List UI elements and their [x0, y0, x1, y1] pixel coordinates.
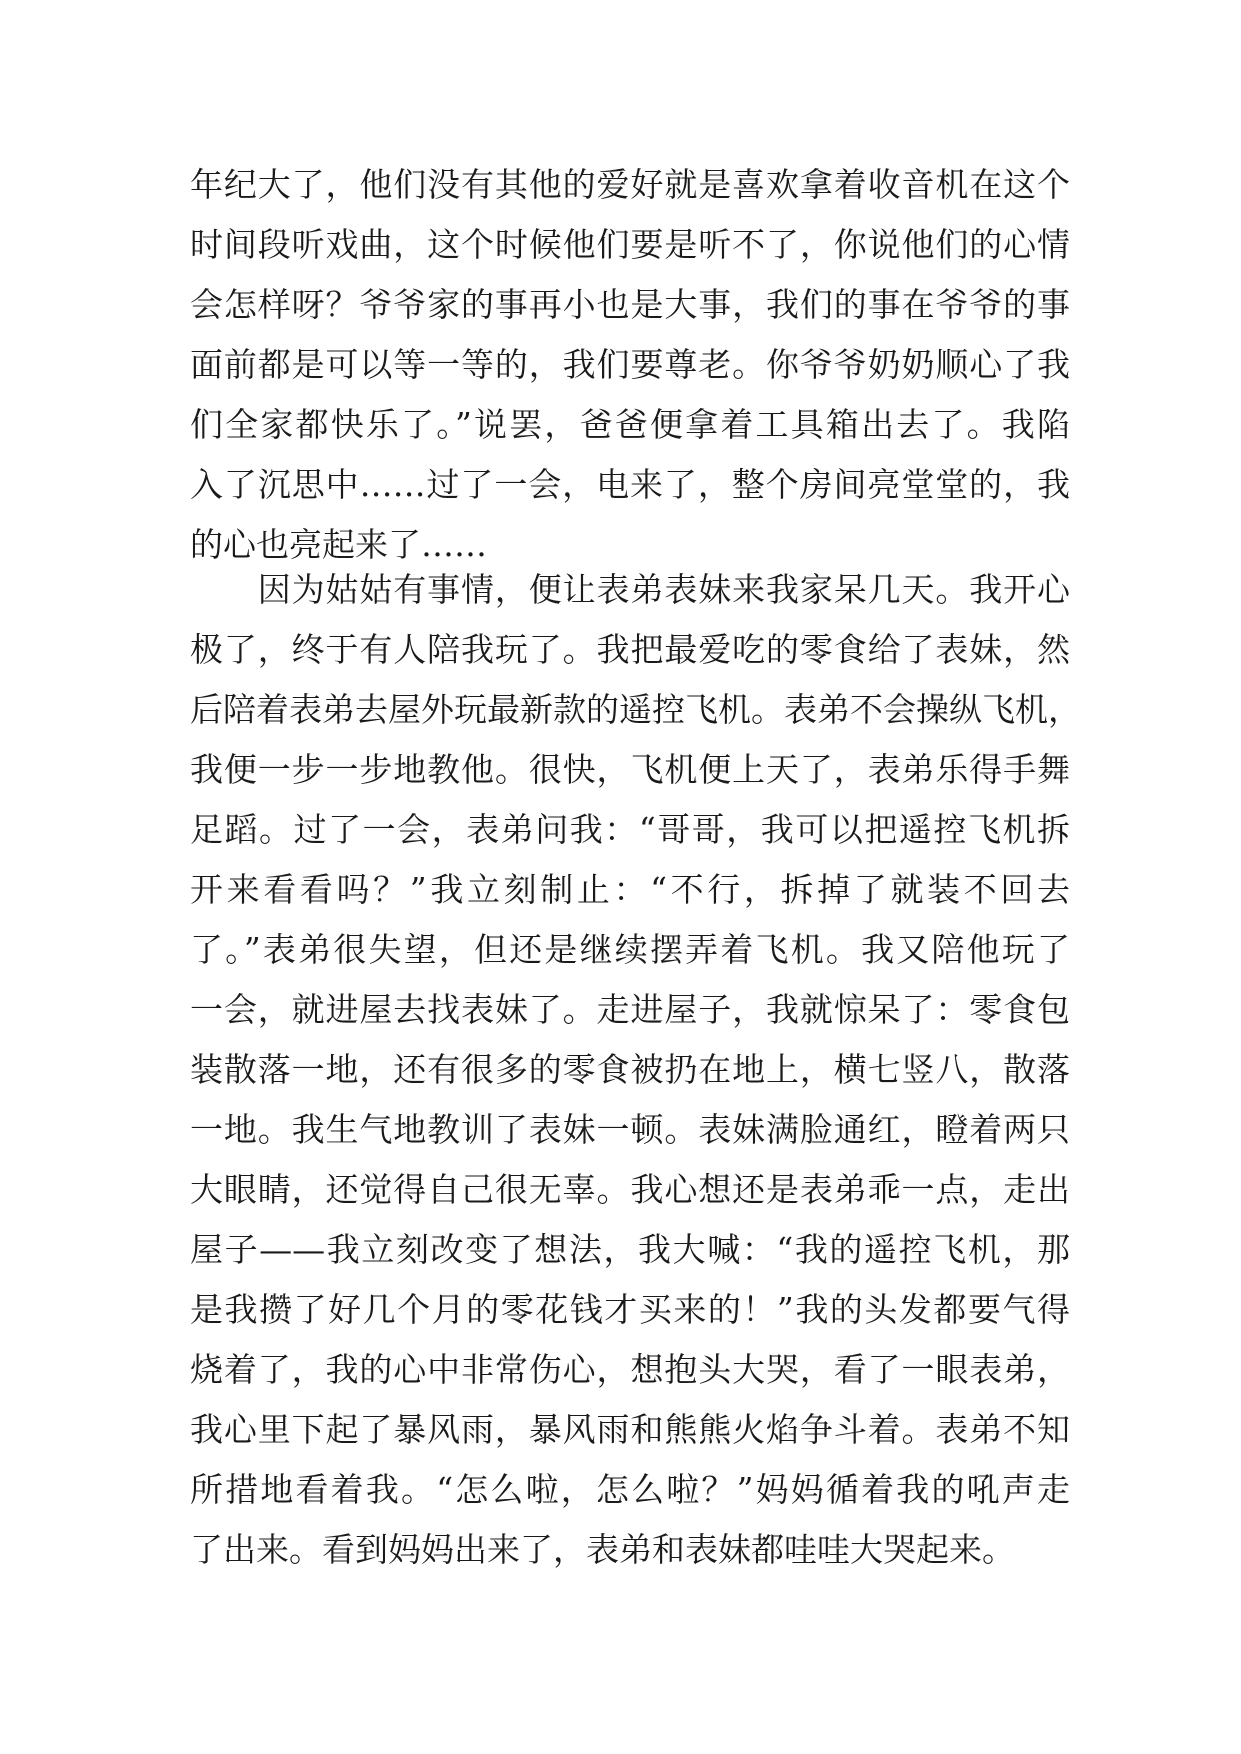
text-line: 我心里下起了暴风雨，暴风雨和熊熊火焰争斗着。表弟不知	[190, 1410, 1070, 1449]
text-line: 开来看看吗？”我立刻制止：“不行，拆掉了就装不回去	[190, 870, 1070, 909]
text-line: 时间段听戏曲，这个时候他们要是听不了，你说他们的心情	[190, 225, 1070, 264]
text-line: 会怎样呀？爷爷家的事再小也是大事，我们的事在爷爷的事	[190, 285, 1070, 324]
text-line: 们全家都快乐了。”说罢，爸爸便拿着工具箱出去了。我陷	[190, 405, 1070, 444]
text-line: 我便一步一步地教他。很快，飞机便上天了，表弟乐得手舞	[190, 750, 1070, 789]
text-line: 极了，终于有人陪我玩了。我把最爱吃的零食给了表妹，然	[190, 630, 1070, 669]
text-line: 年纪大了，他们没有其他的爱好就是喜欢拿着收音机在这个	[190, 165, 1070, 204]
text-line: 的心也亮起来了……	[190, 525, 487, 564]
text-line: 因为姑姑有事情，便让表弟表妹来我家呆几天。我开心	[190, 570, 1070, 609]
text-line: 后陪着表弟去屋外玩最新款的遥控飞机。表弟不会操纵飞机，	[190, 690, 1081, 729]
text-line: 屋子——我立刻改变了想法，我大喊：“我的遥控飞机，那	[190, 1230, 1070, 1269]
text-line: 面前都是可以等一等的，我们要尊老。你爷爷奶奶顺心了我	[190, 345, 1070, 384]
text-line: 装散落一地，还有很多的零食被扔在地上，横七竖八，散落	[190, 1050, 1070, 1089]
text-line: 大眼睛，还觉得自己很无辜。我心想还是表弟乖一点，走出	[190, 1170, 1070, 1209]
text-line: 了。”表弟很失望，但还是继续摆弄着飞机。我又陪他玩了	[190, 930, 1070, 969]
text-line: 烧着了，我的心中非常伤心，想抱头大哭，看了一眼表弟，	[190, 1350, 1070, 1389]
text-line: 一会，就进屋去找表妹了。走进屋子，我就惊呆了：零食包	[190, 990, 1070, 1029]
paragraph-2	[190, 560, 1081, 1580]
paragraph-1	[190, 155, 1070, 575]
text-line: 所措地看着我。“怎么啦，怎么啦？”妈妈循着我的吼声走	[190, 1470, 1070, 1509]
text-line: 入了沉思中……过了一会，电来了，整个房间亮堂堂的，我	[190, 465, 1070, 504]
text-line: 一地。我生气地教训了表妹一顿。表妹满脸通红，瞪着两只	[190, 1110, 1070, 1149]
text-line: 了出来。看到妈妈出来了，表弟和表妹都哇哇大哭起来。	[190, 1530, 1015, 1569]
text-line: 足蹈。过了一会，表弟问我：“哥哥，我可以把遥控飞机拆	[190, 810, 1070, 849]
text-line: 是我攒了好几个月的零花钱才买来的！”我的头发都要气得	[190, 1290, 1070, 1329]
